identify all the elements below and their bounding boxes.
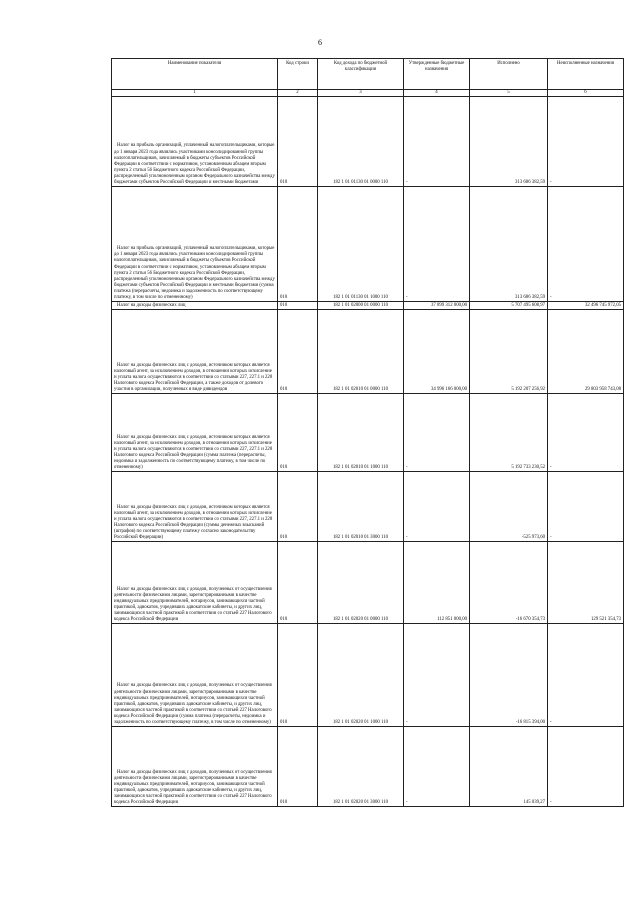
indicator-name: Налог на доходы физических лиц с доходов, полученных от осуществления деятельности физическими лицами, зарегистрированными в качестве индивидуальных предпринимателей, нотариусов, занимающихся частной практикой, адвокатов, учредивших адвокатские кабинеты, и других лиц, занимающихся частной практикой в соответствии со статьей 227 Налогового кодекса Российской Федерации (сумма платежа (перерасчеты, недоимка и задолженность по соответствующему платежу, в том числе по отмененному) bbox=[112, 624, 278, 727]
approved-amount: - bbox=[404, 97, 470, 187]
executed-amount: 313 686 382,59 bbox=[470, 187, 548, 302]
table-row bbox=[112, 97, 624, 187]
header-approved: Утвержденные бюджетные назначения bbox=[404, 59, 470, 90]
report-table bbox=[111, 58, 624, 807]
executed-amount: -16 670 354,73 bbox=[470, 542, 548, 624]
row-code: 010 bbox=[278, 302, 318, 310]
approved-amount: - bbox=[404, 394, 470, 472]
executed-amount: 5 707 495 608,97 bbox=[470, 302, 548, 310]
unexecuted-amount: 32 496 745 972,05 bbox=[548, 302, 624, 310]
header-row bbox=[112, 59, 624, 90]
indicator-name: Налог на доходы физических лиц с доходов, полученных от осуществления деятельности физическими лицами, зарегистрированными в качестве индивидуальных предпринимателей, нотариусов, занимающихся частной практикой, адвокатов, учредивших адвокатские кабинеты, и других лиц, занимающихся частной практикой в соответствии со статьей 227 Налогового кодекса Российской Федерации bbox=[112, 727, 278, 807]
budget-classification-code: 182 1 01 02010 01 1000 110 bbox=[318, 394, 404, 472]
executed-amount: -525 973,60 bbox=[470, 472, 548, 542]
unexecuted-amount: 129 521 354,73 bbox=[548, 542, 624, 624]
table-row bbox=[112, 727, 624, 807]
row-code: 010 bbox=[278, 394, 318, 472]
budget-classification-code: 182 1 01 02020 01 3000 110 bbox=[318, 727, 404, 807]
table-row bbox=[112, 472, 624, 542]
row-code: 010 bbox=[278, 727, 318, 807]
header-budget-classification-code: Код дохода по бюджетной классификации bbox=[318, 59, 404, 90]
budget-classification-code: 182 1 01 02020 01 1000 110 bbox=[318, 624, 404, 727]
indicator-name: Налог на доходы физических лиц с доходов, источником которых является налоговый агент, за исключением доходов, в отношении которых исчисление и уплата налога осуществляются в соответствии со статьями 227, 227.1 и 228 Налогового кодекса Российской Федерации (сумма платежа (перерасчеты, недоимка и задолженность по соответствующему платежу, в том числе по отмененному) bbox=[112, 394, 278, 472]
unexecuted-amount: - bbox=[548, 187, 624, 302]
executed-amount: 313 686 382,59 bbox=[470, 97, 548, 187]
approved-amount: - bbox=[404, 187, 470, 302]
column-number: 2 bbox=[278, 90, 318, 97]
budget-classification-code: 182 1 01 02020 01 0000 110 bbox=[318, 542, 404, 624]
approved-amount: 112 851 000,00 bbox=[404, 542, 470, 624]
budget-classification-code: 182 1 01 02000 01 0000 110 bbox=[318, 302, 404, 310]
table-row bbox=[112, 187, 624, 302]
approved-amount: 37 899 312 000,00 bbox=[404, 302, 470, 310]
approved-amount: - bbox=[404, 472, 470, 542]
budget-classification-code: 182 1 01 02010 01 0000 110 bbox=[318, 310, 404, 394]
row-code: 010 bbox=[278, 624, 318, 727]
header-executed: Исполнено bbox=[470, 59, 548, 90]
unexecuted-amount: - bbox=[548, 97, 624, 187]
executed-amount: 5 192 733 230,52 bbox=[470, 394, 548, 472]
row-code: 010 bbox=[278, 187, 318, 302]
approved-amount: - bbox=[404, 727, 470, 807]
page-number: 6 bbox=[318, 38, 322, 47]
indicator-name: Налог на доходы физических лиц bbox=[112, 302, 278, 310]
column-number: 6 bbox=[548, 90, 624, 97]
indicator-name: Налог на доходы физических лиц с доходов, источником которых является налоговый агент, за исключением доходов, в отношении которых исчисление и уплата налога осуществляются в соответствии со статьями 227, 227.1 и 228 Налогового кодекса Российской Федерации (суммы денежных взысканий (штрафов) по соответствующему платежу согласно законодательству Российской Федерации) bbox=[112, 472, 278, 542]
table-row bbox=[112, 624, 624, 727]
indicator-name: Налог на доходы физических лиц с доходов, полученных от осуществления деятельности физическими лицами, зарегистрированными в качестве индивидуальных предпринимателей, нотариусов, занимающихся частной практикой, адвокатов, учредивших адвокатские кабинеты, и других лиц, занимающихся частной практикой в соответствии со статьей 227 Налогового кодекса Российской Федерации bbox=[112, 542, 278, 624]
table-row bbox=[112, 394, 624, 472]
header-unexecuted: Неисполненные назначения bbox=[548, 59, 624, 90]
unexecuted-amount: - bbox=[548, 394, 624, 472]
column-number: 1 bbox=[112, 90, 278, 97]
indicator-name: Налог на прибыль организаций, уплаченный налогоплательщиками, которые до 1 января 2023 года являлись участниками консолидированной группы налогоплательщиков, зачисляемый в бюджеты субъектов Российской Федерации в соответствии с нормативом, установленным абзацем вторым пункта 2 статьи 56 Бюджетного кодекса Российской Федерации, распределенный уполномоченным органом Федерального казначейства между бюджетами субъектов Российской Федерации и местными бюджетами bbox=[112, 97, 278, 187]
unexecuted-amount: - bbox=[548, 727, 624, 807]
table-row bbox=[112, 310, 624, 394]
table-row bbox=[112, 542, 624, 624]
executed-amount: -16 815 394,00 bbox=[470, 624, 548, 727]
indicator-name: Налог на прибыль организаций, уплаченный налогоплательщиками, которые до 1 января 2023 года являлись участниками консолидированной группы налогоплательщиков, зачисляемый в бюджеты субъектов Российской Федерации в соответствии с нормативом, установленным абзацем вторым пункта 2 статьи 56 Бюджетного кодекса Российской Федерации, распределенный уполномоченным органом Федерального казначейства между бюджетами субъектов Российской Федерации и местными бюджетами (сумма платежа (перерасчеты, недоимка и задолженность по соответствующему платежу, в том числе по отмененному) bbox=[112, 187, 278, 302]
table-row bbox=[112, 302, 624, 310]
header-indicator-name: Наименование показателя bbox=[112, 59, 278, 90]
budget-classification-code: 182 1 01 01130 01 0000 110 bbox=[318, 97, 404, 187]
indicator-name: Налог на доходы физических лиц с доходов, источником которых является налоговый агент, за исключением доходов, в отношении которых исчисление и уплата налога осуществляются в соответствии со статьями 227, 227.1 и 228 Налогового кодекса Российской Федерации, а также доходов от долевого участия в организации, полученных в виде дивидендов bbox=[112, 310, 278, 394]
row-code: 010 bbox=[278, 310, 318, 394]
budget-classification-code: 182 1 01 02010 01 3000 110 bbox=[318, 472, 404, 542]
unexecuted-amount: - bbox=[548, 624, 624, 727]
approved-amount: - bbox=[404, 624, 470, 727]
row-code: 010 bbox=[278, 542, 318, 624]
approved-amount: 34 996 166 000,00 bbox=[404, 310, 470, 394]
unexecuted-amount: 29 803 958 743,08 bbox=[548, 310, 624, 394]
unexecuted-amount: - bbox=[548, 472, 624, 542]
executed-amount: 145 039,27 bbox=[470, 727, 548, 807]
column-number-row bbox=[112, 90, 624, 97]
column-number: 3 bbox=[318, 90, 404, 97]
header-row-code: Код строки bbox=[278, 59, 318, 90]
row-code: 010 bbox=[278, 97, 318, 187]
column-number: 4 bbox=[404, 90, 470, 97]
row-code: 010 bbox=[278, 472, 318, 542]
budget-classification-code: 182 1 01 01130 01 1000 110 bbox=[318, 187, 404, 302]
column-number: 5 bbox=[470, 90, 548, 97]
executed-amount: 5 192 207 256,92 bbox=[470, 310, 548, 394]
